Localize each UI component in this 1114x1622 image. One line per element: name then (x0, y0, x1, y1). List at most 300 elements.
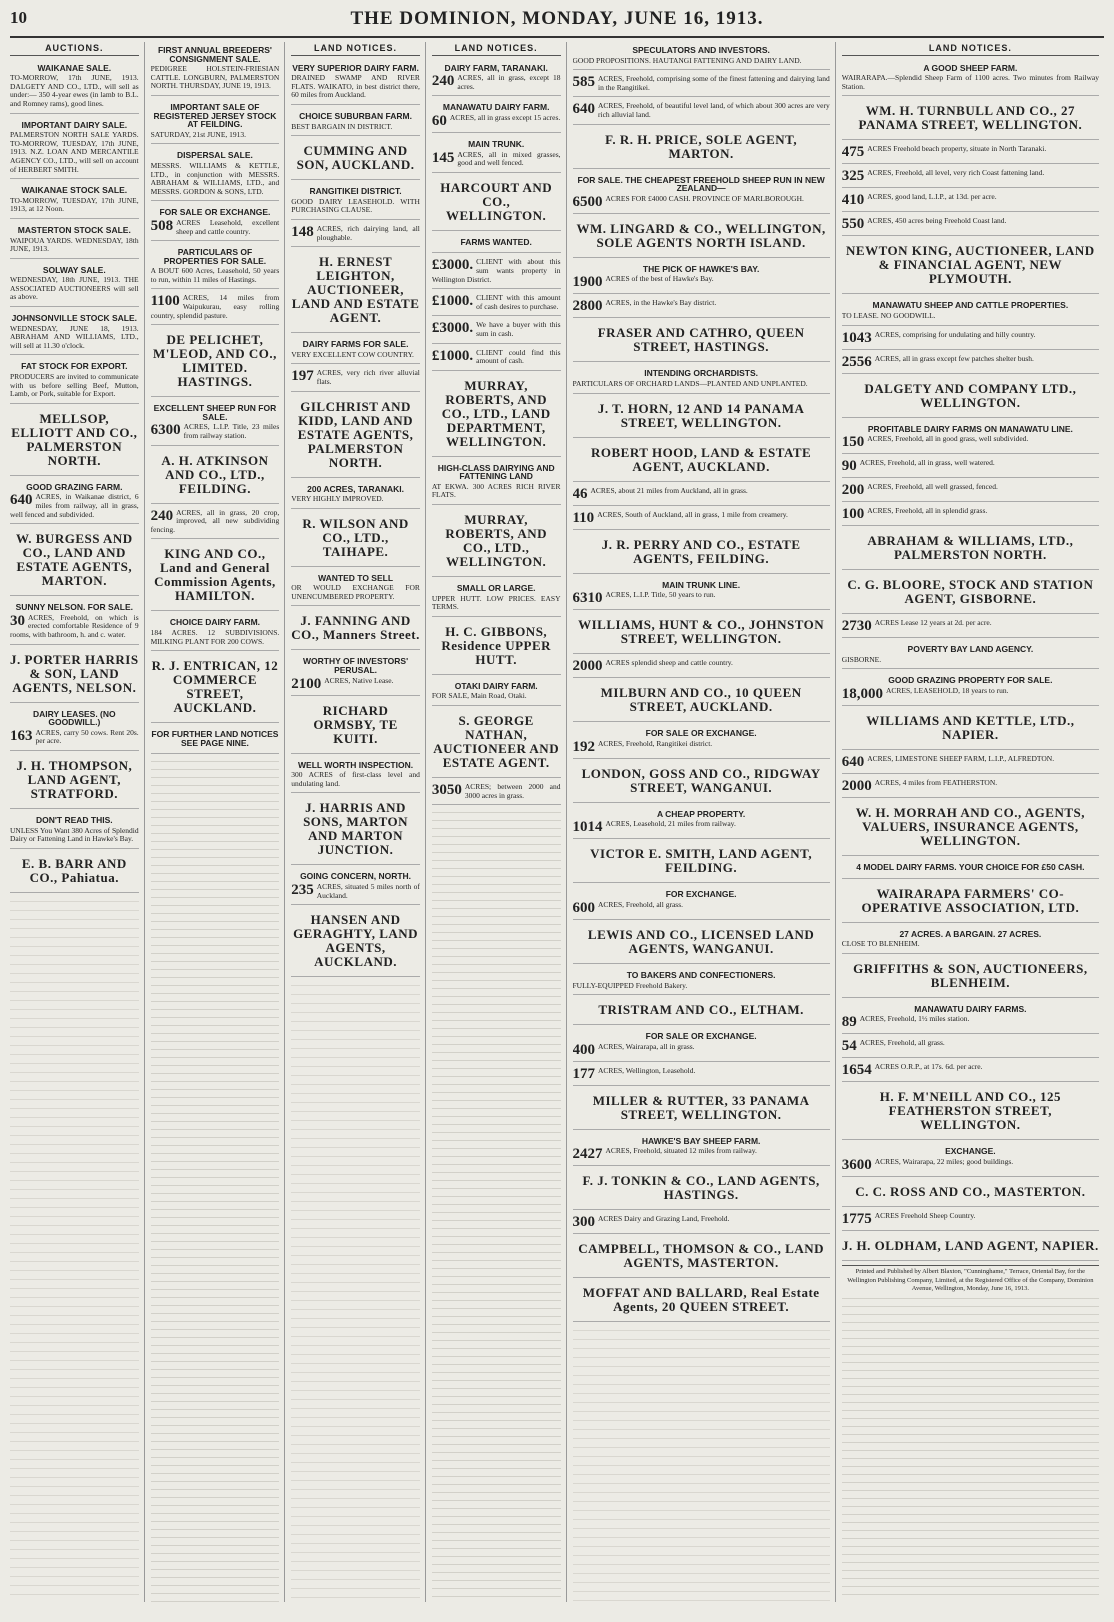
ad-text: DRAINED SWAMP AND RIVER FLATS. WAIKATO, in best district there, 60 miles from Auckland. (291, 73, 420, 100)
advertisement (842, 529, 1099, 570)
ad-text: A BOUT 600 Acres, Leasehold, 50 years to run, within 11 miles of Hastings. (150, 266, 280, 284)
ad-text: ACRES, all in grass, 20 crop, improved, all new subdividing fencing. (150, 507, 280, 534)
ad-title: CHOICE DAIRY FARM. (169, 617, 261, 628)
ad-text: ACRES, Wairarapa, 22 miles; good buildings. (874, 1156, 1014, 1166)
advertisement (573, 485, 830, 506)
ad-acreage: £3000. (431, 257, 474, 274)
ad-agent: H. C. GIBBONS, Residence UPPER HUTT. (441, 623, 552, 667)
ad-title: FOR FURTHER LAND NOTICES SEE PAGE NINE. (151, 729, 279, 748)
advertisement (573, 1237, 830, 1278)
ad-agent: J. T. HORN, 12 AND 14 PANAMA STREET, WELLINGTON. (597, 400, 805, 430)
ad-text: WAIRARAPA.—Splendid Sheep Farm of 1100 acres. Two minutes from Railway Station. (841, 73, 1099, 91)
ad-acreage: 145 (431, 149, 455, 166)
ad-text: FOR SALE, Main Road, Otaki. (431, 691, 527, 701)
ad-agent: CAMPBELL, THOMSON & CO., LAND AGENTS, MASTERTON. (578, 1241, 824, 1271)
ad-title: WELL WORTH INSPECTION. (298, 759, 414, 770)
small-print-texture (151, 757, 280, 1602)
ad-title: WANTED TO SELL (318, 572, 394, 583)
ad-text: PRODUCERS are invited to communicate with us before selling Beef, Mutton, Lamb, or Pork, suitable for Export. (10, 372, 139, 399)
ad-acreage: 6310 (572, 590, 603, 607)
advertisement (291, 367, 420, 391)
ad-acreage: 177 (572, 1065, 595, 1082)
ad-title: FOR SALE. THE CHEAPEST FREEHOLD SHEEP RUN IN NEW ZEALAND— (577, 174, 825, 194)
ad-text: ACRES, all in mixed grasses, good and well fenced. (457, 149, 561, 168)
ad-text: GISBORNE. (841, 654, 882, 664)
ad-acreage: 89 (841, 1014, 857, 1031)
ad-acreage: 2730 (841, 618, 872, 635)
ad-text: ACRES of the best of Hawke's Bay. (605, 274, 714, 284)
ad-text: ACRES, LIMESTONE SHEEP FARM, L.I.P., ALFREDTON. (867, 753, 1055, 763)
ad-text: GOOD DAIRY LEASEHOLD. WITH PURCHASING CLAUSE. (291, 196, 420, 215)
column-3 (291, 42, 426, 1602)
ad-title: HAWKE'S BAY SHEEP FARM. (641, 1135, 761, 1146)
ad-text: PEDIGREE HOLSTEIN-FRIESIAN CATTLE. LONGBURN, PALMERSTON NORTH. THURSDAY, JUNE 19, 1913. (150, 64, 280, 91)
ad-text: WEDNESDAY, JUNE 18, 1913. ABRAHAM AND WILLIAMS, LTD., will sell at 11.30 o'clock. (10, 323, 139, 350)
advertisement (432, 99, 561, 133)
advertisement (573, 1213, 830, 1234)
advertisement (151, 204, 280, 241)
ad-agent: F. J. TONKIN & CO., LAND AGENTS, HASTINGS. (582, 1173, 820, 1203)
advertisement (842, 641, 1099, 669)
advertisement (432, 60, 561, 97)
ad-title: DAIRY FARM, TARANAKI. (444, 62, 548, 73)
ad-agent: WAIRARAPA FARMERS' CO-OPERATIVE ASSOCIATION, LTD. (861, 885, 1080, 915)
advertisement (10, 527, 139, 596)
ad-text: TO-MORROW, TUESDAY, 17th JUNE, 1913, at 12 Noon. (10, 195, 139, 214)
advertisement (291, 223, 420, 247)
ad-text: ACRES, Freehold, all level, very rich Coast fattening land. (867, 168, 1045, 178)
column-6 (842, 42, 1104, 1602)
ad-acreage: 240 (431, 73, 455, 90)
ad-title: WORTHY OF INVESTORS' PERUSAL. (302, 656, 409, 676)
printer-imprint: Printed and Published by Albert Blaxton, "Cunninghame," Terrace, Oriental Bay, for the Wellington Publishing Company, Limited, at the Registered Office of the Company, Dominion Avenue, Wellington, Monday, June 16, 1913. (842, 1265, 1099, 1294)
ad-text: 184 ACRES. 12 SUBDIVISIONS. MILKING PLANT FOR 200 COWS. (150, 628, 280, 646)
ad-text: CLIENT could find this amount of cash. (476, 347, 561, 366)
advertisement (432, 580, 561, 617)
ad-text: ACRES splendid sheep and cattle country. (605, 658, 733, 668)
advertisement (291, 796, 420, 865)
ad-acreage: 2000 (572, 658, 603, 675)
ad-title: WAIKANAE SALE. (37, 62, 112, 73)
advertisement (842, 709, 1099, 750)
advertisement (291, 250, 420, 333)
ad-title: FOR EXCHANGE. (665, 889, 737, 900)
ad-agent: J. H. OLDHAM, LAND AGENT, NAPIER. (841, 1237, 1099, 1253)
column-heading: LAND NOTICES. (432, 44, 561, 56)
advertisement (573, 842, 830, 883)
ad-agent: MURRAY, ROBERTS, AND CO., LTD., WELLINGTON. (445, 512, 547, 570)
advertisement (151, 542, 280, 611)
ad-text: TO-MORROW, 17th JUNE, 1913. DALGETY AND CO., LTD., will sell as under:— 350 4-year ewes (in lamb to B.L. and Romney rams), good lines. (10, 73, 139, 108)
ad-title: DAIRY FARMS FOR SALE. (302, 339, 409, 350)
advertisement (573, 577, 830, 611)
advertisement (291, 395, 420, 478)
ad-agent: ROBERT HOOD, LAND & ESTATE AGENT, AUCKLAND. (591, 444, 812, 474)
advertisement (432, 347, 561, 371)
ad-text: ACRES, Freehold, all in good grass, well subdivided. (867, 434, 1029, 444)
ad-agent: NEWTON KING, AUCTIONEER, LAND & FINANCIAL AGENT, NEW PLYMOUTH. (846, 243, 1095, 287)
column-4 (432, 42, 567, 1602)
advertisement (573, 297, 830, 318)
advertisement (573, 613, 830, 654)
ad-acreage: 90 (841, 458, 857, 475)
ad-acreage: 3600 (841, 1156, 872, 1173)
ad-title: 4 MODEL DAIRY FARMS. YOUR CHOICE FOR £50 CASH. (856, 861, 1085, 872)
ad-text: ACRES, 450 acres being Freehold Coast land. (867, 216, 1007, 226)
ad-title: DON'T READ THIS. (35, 814, 113, 825)
advertisement (10, 262, 139, 307)
ad-text: ACRES Freehold beach property, situate in North Taranaki. (867, 144, 1047, 154)
advertisement (573, 217, 830, 258)
ad-agent: W. H. MORRAH AND CO., AGENTS, VALUERS, INSURANCE AGENTS, WELLINGTON. (855, 804, 1086, 848)
small-print-texture (291, 980, 420, 1602)
ad-acreage: 475 (841, 144, 865, 161)
ad-text: ACRES, Freehold, all well grassed, fenced. (867, 482, 998, 492)
advertisement (10, 648, 139, 703)
ad-acreage: 2800 (572, 298, 603, 315)
ad-text: ACRES, Freehold, all grass. (859, 1038, 945, 1048)
advertisement (291, 60, 420, 105)
ad-acreage: 197 (291, 368, 314, 385)
ad-acreage: 1900 (572, 274, 603, 291)
advertisement (842, 353, 1099, 374)
ad-title: MAIN TRUNK LINE. (662, 579, 741, 590)
ad-acreage: 2556 (841, 353, 872, 370)
advertisement (291, 108, 420, 136)
ad-text: ACRES, all in grass, except 18 acres. (457, 73, 561, 91)
newspaper-title: THE DOMINION, MONDAY, JUNE 16, 1913. (350, 8, 764, 29)
ad-acreage: £3000. (431, 320, 474, 337)
ad-acreage: 3050 (431, 782, 462, 799)
advertisement (291, 512, 420, 567)
ad-title: FARMS WANTED. (460, 236, 532, 247)
advertisement (842, 60, 1099, 97)
ad-title: MANAWATU SHEEP AND CATTLE PROPERTIES. (872, 300, 1069, 311)
ad-agent: H. ERNEST LEIGHTON, AUCTIONEER, LAND AND ESTATE AGENT. (291, 254, 420, 326)
advertisement (432, 620, 561, 675)
ad-text: ACRES, Wellington, Leasehold. (598, 1065, 696, 1075)
ad-acreage: 640 (841, 753, 865, 770)
advertisement (291, 570, 420, 607)
advertisement (842, 215, 1099, 236)
advertisement (10, 222, 139, 259)
ad-title: DISPERSAL SALE. (176, 150, 253, 161)
ad-acreage: £1000. (431, 293, 474, 310)
advertisement (842, 99, 1099, 140)
ad-acreage: 2100 (291, 675, 322, 692)
ad-text: PALMERSTON NORTH SALE YARDS. TO-MORROW, TUESDAY, 17th JUNE, 1913. N.Z. LOAN AND MERCANTILE AGENCY CO., LTD., will sell on account of HERBERT SMITH. (10, 130, 139, 174)
ad-acreage: 300 (572, 1214, 595, 1231)
ad-text: UPPER HUTT. LOW PRICES. EASY TERMS. (431, 593, 561, 612)
advertisement (151, 99, 280, 144)
advertisement (432, 136, 561, 173)
advertisement (10, 852, 139, 893)
advertisement (291, 757, 420, 794)
advertisement (842, 329, 1099, 350)
ad-text: ACRES, all in grass except few patches shelter bush. (874, 353, 1034, 363)
ad-agent: MURRAY, ROBERTS, AND CO., LTD., LAND DEPARTMENT, WELLINGTON. (441, 377, 551, 449)
ad-title: WAIKANAE STOCK SALE. (21, 185, 128, 196)
ad-acreage: 410 (841, 192, 865, 209)
ad-title: FOR SALE OR EXCHANGE. (645, 1031, 757, 1042)
advertisement (842, 926, 1099, 954)
small-print-texture (842, 1294, 1099, 1602)
advertisement (151, 42, 280, 96)
ad-agent: S. GEORGE NATHAN, AUCTIONEER AND ESTATE AGENT. (433, 713, 560, 771)
ad-text: ACRES, L.I.P. Title, 50 years to run. (605, 590, 716, 600)
ad-agent: W. BURGESS AND CO., LAND AND ESTATE AGENTS, MARTON. (15, 531, 133, 589)
advertisement (291, 609, 420, 650)
advertisement (151, 614, 280, 651)
advertisement (573, 725, 830, 759)
ad-acreage: £1000. (431, 347, 474, 364)
ad-agent: KING AND CO., Land and General Commission Agents, HAMILTON. (154, 546, 276, 604)
ad-acreage: 60 (431, 112, 447, 129)
advertisement (842, 753, 1099, 774)
ad-text: AT EKWA. 300 ACRES RICH RIVER FLATS. (431, 481, 561, 500)
small-print-texture (10, 896, 139, 1602)
ad-agent: MOFFAT AND BALLARD, Real Estate Agents, 20 QUEEN STREET. (582, 1285, 820, 1315)
ad-agent: LEWIS AND CO., LICENSED LAND AGENTS, WANGANUI. (587, 926, 815, 956)
advertisement (432, 292, 561, 316)
advertisement (573, 886, 830, 920)
advertisement (573, 533, 830, 574)
advertisement (573, 681, 830, 722)
ad-agent: J. R. PERRY AND CO., ESTATE AGENTS, FEILDING. (601, 536, 801, 566)
advertisement (151, 292, 280, 325)
ad-text: ACRES, 14 miles from Waipukurau, easy rolling country, splendid pasture. (150, 293, 280, 320)
advertisement (151, 654, 280, 723)
ad-text: ACRES Freehold Sheep Country. (874, 1210, 976, 1220)
advertisement (573, 261, 830, 295)
advertisement (573, 365, 830, 393)
advertisement (573, 441, 830, 482)
ad-acreage: 54 (841, 1038, 857, 1055)
advertisement (842, 882, 1099, 923)
ad-title: RANGITIKEI DISTRICT. (309, 186, 402, 197)
ad-text: ACRES, Leasehold, 21 miles from railway. (605, 819, 736, 829)
advertisement (291, 868, 420, 905)
advertisement (432, 678, 561, 706)
advertisement (842, 457, 1099, 478)
advertisement (573, 1028, 830, 1062)
ad-text: ACRES, Freehold, all grass. (598, 899, 683, 909)
ad-acreage: 2000 (841, 777, 872, 794)
ad-title: GOOD GRAZING FARM. (26, 481, 123, 492)
advertisement (432, 460, 561, 505)
advertisement (573, 967, 830, 995)
ad-agent: WM. H. TURNBULL AND CO., 27 PANAMA STREET, WELLINGTON. (858, 103, 1083, 133)
advertisement (151, 147, 280, 201)
ad-agent: C. G. BLOORE, STOCK AND STATION AGENT, GISBORNE. (847, 577, 1094, 607)
ad-acreage: 1654 (841, 1062, 872, 1079)
ad-agent: DE PELICHET, M'LEOD, AND CO., LIMITED. HASTINGS. (152, 332, 277, 390)
ad-title: PARTICULARS OF PROPERTIES FOR SALE. (163, 247, 267, 266)
ad-text: TO LEASE. NO GOODWILL. (841, 310, 936, 320)
ad-acreage: 6500 (572, 193, 603, 210)
advertisement (842, 191, 1099, 212)
ad-agent: TRISTRAM AND CO., ELTHAM. (598, 1002, 804, 1018)
ad-agent: J. H. THOMPSON, LAND AGENT, STRATFORD. (16, 757, 133, 801)
ad-acreage: 640 (572, 101, 595, 118)
advertisement (432, 176, 561, 231)
advertisement (842, 573, 1099, 614)
ad-agent: J. PORTER HARRIS & SON, LAND AGENTS, NELSON. (10, 651, 139, 695)
ad-text: ACRES O.R.P., at 17s. 6d. per acre. (874, 1062, 983, 1072)
advertisement (291, 481, 420, 509)
ad-text: ACRES, Freehold, all in splendid grass. (867, 506, 988, 516)
ad-text: OR WOULD EXCHANGE FOR UNENCUMBERED PROPERTY. (291, 583, 420, 601)
advertisement (573, 923, 830, 964)
ad-title: POVERTY BAY LAND AGENCY. (907, 644, 1034, 655)
advertisement (10, 599, 139, 644)
advertisement (573, 1065, 830, 1086)
advertisement (842, 1180, 1099, 1207)
ad-text: BEST BARGAIN IN DISTRICT. (291, 121, 393, 131)
ad-text: ACRES, all in grass except 15 acres. (449, 112, 561, 122)
ad-text: ACRES, good land, L.I.P., at 13d. per acre. (867, 192, 997, 202)
advertisement (573, 509, 830, 530)
ad-agent: WILLIAMS AND KETTLE, LTD., NAPIER. (866, 712, 1075, 742)
ad-title: SMALL OR LARGE. (456, 583, 536, 594)
advertisement (842, 421, 1099, 455)
ad-agent: VICTOR E. SMITH, LAND AGENT, FEILDING. (590, 846, 813, 876)
ad-text: ACRES, Freehold, 1½ miles station. (859, 1014, 970, 1024)
ad-acreage: 46 (572, 485, 588, 502)
ad-text: ACRES, comprising for undulating and hilly country. (874, 329, 1036, 339)
ad-acreage: 508 (150, 217, 174, 234)
ad-text: ACRES, about 21 miles from Auckland, all in grass. (590, 485, 748, 495)
advertisement (573, 321, 830, 362)
advertisement (291, 699, 420, 754)
advertisement (842, 377, 1099, 418)
advertisement (151, 328, 280, 397)
ad-text: ACRES, carry 50 cows. Rent 20s. per acre. (35, 727, 139, 746)
ad-acreage: 110 (572, 509, 595, 526)
advertisement (10, 358, 139, 403)
advertisement (10, 812, 139, 849)
advertisement (842, 1234, 1099, 1261)
ad-title: GOOD GRAZING PROPERTY FOR SALE. (888, 675, 1053, 686)
ad-acreage: 1775 (841, 1210, 872, 1227)
ad-acreage: 2427 (572, 1146, 603, 1163)
advertisement (842, 239, 1099, 294)
ad-title: MAIN TRUNK. (468, 138, 525, 149)
ad-title: JOHNSONVILLE STOCK SALE. (11, 313, 138, 324)
ad-title: VERY SUPERIOR DAIRY FARM. (292, 62, 419, 73)
ad-text: ACRES Leasehold, excellent sheep and cattle country. (176, 217, 280, 236)
advertisement (10, 754, 139, 809)
ad-text: ACRES, very rich river alluvial flats. (316, 368, 420, 386)
page-number: 10 (10, 8, 27, 27)
ad-title: IMPORTANT SALE OF REGISTERED JERSEY STOCK AT FEILDING. (153, 101, 277, 130)
advertisement (573, 1133, 830, 1167)
advertisement (151, 449, 280, 504)
ad-agent: J. HARRIS AND SONS, MARTON AND MARTON JUNCTION. (303, 800, 409, 858)
ad-title: MASTERTON STOCK SALE. (17, 224, 131, 235)
ad-title: FOR SALE OR EXCHANGE. (159, 207, 271, 218)
column-heading: LAND NOTICES. (842, 44, 1099, 56)
ad-title: CHOICE SUBURBAN FARM. (299, 110, 412, 121)
ad-title: 200 ACRES, TARANAKI. (307, 483, 404, 494)
ad-agent: E. B. BARR AND CO., Pahiatua. (21, 855, 127, 885)
advertisement (842, 505, 1099, 526)
ad-text: ACRES, LEASEHOLD, 18 years to run. (886, 685, 1009, 695)
ad-text: We have a buyer with this sum in cash. (476, 320, 561, 338)
ad-agent: RICHARD ORMSBY, TE KUITI. (313, 702, 398, 746)
ad-title: GOING CONCERN, NORTH. (300, 871, 412, 882)
advertisement (10, 117, 139, 180)
ad-agent: HANSEN AND GERAGHTY, LAND AGENTS, AUCKLAND. (293, 912, 419, 970)
ad-title: EXCELLENT SHEEP RUN FOR SALE. (153, 403, 277, 422)
advertisement (842, 672, 1099, 706)
ad-agent: R. WILSON AND CO., LTD., TAIHAPE. (302, 515, 409, 559)
advertisement (842, 777, 1099, 798)
ad-acreage: 148 (291, 223, 314, 240)
ad-agent: GRIFFITHS & SON, AUCTIONEERS, BLENHEIM. (853, 960, 1088, 990)
ad-agent: A. H. ATKINSON AND CO., LTD., FEILDING. (161, 452, 269, 496)
small-print-texture (573, 1325, 830, 1602)
advertisement (291, 653, 420, 695)
advertisement (291, 183, 420, 220)
ad-title: DAIRY LEASES. (NO GOODWILL.) (32, 708, 116, 728)
advertisement (10, 407, 139, 476)
ad-text: ACRES FOR £4000 CASH. PROVINCE OF MARLBOROUGH. (605, 193, 804, 203)
advertisement (842, 1210, 1099, 1231)
ad-text: ACRES, Native Lease. (324, 675, 394, 685)
advertisement (573, 100, 830, 124)
ad-text: FULLY-EQUIPPED Freehold Bakery. (572, 980, 688, 990)
advertisement (573, 1089, 830, 1130)
ad-title: MANAWATU DAIRY FARMS. (914, 1003, 1027, 1014)
advertisement (151, 400, 280, 445)
advertisement (573, 762, 830, 803)
advertisement (842, 1001, 1099, 1035)
ad-agent: C. C. ROSS AND CO., MASTERTON. (855, 1183, 1086, 1199)
ad-title: INTENDING ORCHARDISTS. (644, 368, 759, 379)
advertisement (573, 42, 830, 70)
ad-title: HIGH-CLASS DAIRYING AND FATTENING LAND (437, 462, 555, 482)
ad-title: FAT STOCK FOR EXPORT. (21, 361, 128, 372)
ad-title: FOR SALE OR EXCHANGE. (645, 728, 757, 739)
ad-text: CLOSE TO BLENHEIM. (841, 939, 920, 949)
advertisement (842, 859, 1099, 879)
advertisement (291, 336, 420, 364)
ad-title: 27 ACRES. A BARGAIN. 27 ACRES. (899, 928, 1042, 939)
column-1 (10, 42, 145, 1602)
advertisement (573, 998, 830, 1025)
advertisement (842, 1143, 1099, 1177)
ad-agent: HARCOURT AND CO., WELLINGTON. (440, 179, 553, 223)
ad-acreage: 200 (841, 482, 865, 499)
ad-text: ACRES, Freehold, Rangitikei district. (598, 738, 713, 748)
ad-text: ACRES Dairy and Grazing Land, Freehold. (598, 1214, 730, 1224)
ad-agent: F. R. H. PRICE, SOLE AGENT, MARTON. (605, 131, 798, 161)
advertisement (151, 507, 280, 540)
advertisement (432, 374, 561, 457)
ad-text: CLIENT with about this sum wants property in Wellington District. (431, 257, 561, 284)
advertisement (842, 1037, 1099, 1058)
advertisement (573, 1281, 830, 1322)
ad-acreage: 192 (572, 738, 595, 755)
advertisement (573, 73, 830, 97)
ad-text: ACRES, Wairarapa, all in grass. (598, 1041, 695, 1051)
ad-acreage: 640 (10, 492, 33, 509)
columns-container (10, 42, 1104, 1602)
ad-text: ACRES, Freehold, all in grass, well watered. (859, 458, 995, 468)
advertisement (151, 244, 280, 289)
ad-agent: CUMMING AND SON, AUCKLAND. (296, 143, 415, 173)
